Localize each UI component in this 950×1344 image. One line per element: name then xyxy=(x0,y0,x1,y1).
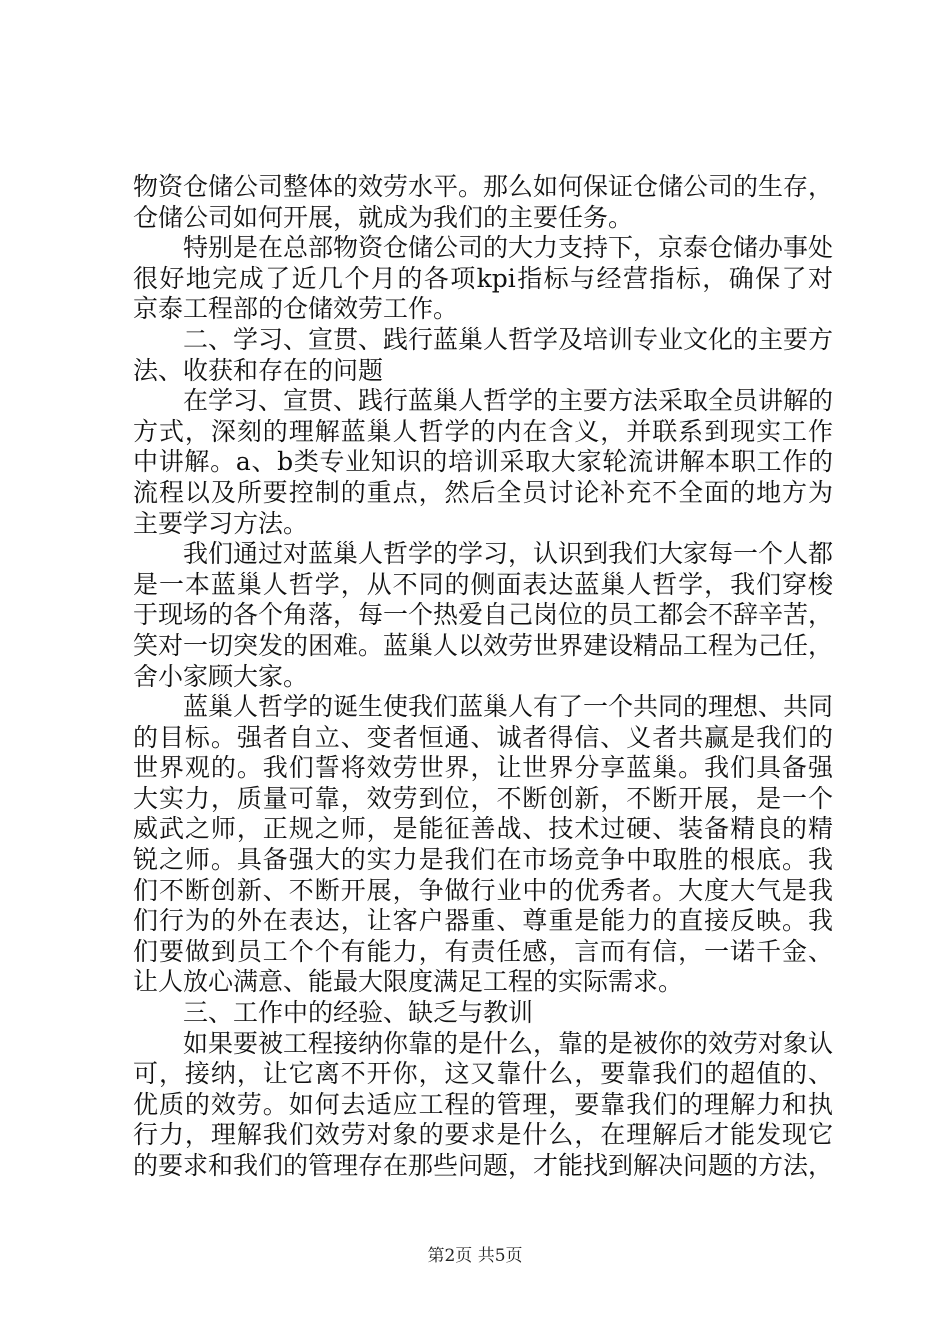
text-line: 锐之师。具备强大的实力是我们在市场竞争中取胜的根底。我 xyxy=(133,845,833,875)
text-line: 主要学习方法。 xyxy=(133,508,309,538)
text-line: 行力，理解我们效劳对象的要求是什么，在理解后才能发现它 xyxy=(133,1120,833,1150)
text-line: 流程以及所要控制的重点，然后全员讨论补充不全面的地方为 xyxy=(133,477,833,507)
text-line: 物资仓储公司整体的效劳水平。那么如何保证仓储公司的生存， xyxy=(133,172,834,201)
text-line: 特别是在总部物资仓储公司的大力支持下，京泰仓储办事处 xyxy=(133,233,834,263)
text-line: 笑对一切突发的困难。蓝巢人以效劳世界建设精品工程为己任， xyxy=(133,630,834,660)
text-line: 们不断创新、不断开展，争做行业中的优秀者。大度大气是我 xyxy=(133,875,833,905)
text-line: 如果要被工程接纳你靠的是什么，靠的是被你的效劳对象认 xyxy=(133,1028,834,1058)
text-line: 方式，深刻的理解蓝巢人哲学的内在含义，并联系到现实工作 xyxy=(133,416,833,446)
text-line: 的目标。强者自立、变者恒通、诚者得信、义者共赢是我们的 xyxy=(133,722,833,752)
text-line: 们行为的外在表达，让客户器重、尊重是能力的直接反映。我 xyxy=(133,906,833,936)
text-line: 于现场的各个角落，每一个热爱自己岗位的员工都会不辞辛苦， xyxy=(133,600,834,630)
text-line: 优质的效劳。如何去适应工程的管理，要靠我们的理解力和执 xyxy=(133,1089,833,1119)
text-line: 京泰工程部的仓储效劳工作。 xyxy=(133,294,459,324)
text-line: 舍小家顾大家。 xyxy=(133,661,309,691)
text-line: 们要做到员工个个有能力，有责任感，言而有信，一诺千金、 xyxy=(133,936,833,966)
text-line: 威武之师，正规之师，是能征善战、技术过硬、装备精良的精 xyxy=(133,814,833,844)
section-heading-line: 三、工作中的经验、缺乏与教训 xyxy=(133,998,534,1028)
section-heading-line: 法、收获和存在的问题 xyxy=(133,355,384,385)
section-heading-line: 二、学习、宣贯、践行蓝巢人哲学及培训专业文化的主要方 xyxy=(133,324,834,354)
text-line: 是一本蓝巢人哲学，从不同的侧面表达蓝巢人哲学，我们穿梭 xyxy=(133,569,833,599)
text-line: 世界观的。我们誓将效劳世界，让世界分享蓝巢。我们具备强 xyxy=(133,753,833,783)
text-line: 的要求和我们的管理存在那些问题，才能找到解决问题的方法， xyxy=(133,1151,834,1180)
text-line: 我们通过对蓝巢人哲学的学习，认识到我们大家每一个人都 xyxy=(133,539,834,569)
text-line: 蓝巢人哲学的诞生使我们蓝巢人有了一个共同的理想、共同 xyxy=(133,692,834,722)
text-line: 可，接纳，让它离不开你，这又靠什么，要靠我们的超值的、 xyxy=(133,1059,833,1089)
text-line: 在学习、宣贯、践行蓝巢人哲学的主要方法采取全员讲解的 xyxy=(133,386,834,416)
page-number-footer: 第2页 共5页 xyxy=(427,1246,523,1266)
text-line: 很好地完成了近几个月的各项kpi指标与经营指标，确保了对 xyxy=(133,263,833,293)
text-line: 让人放心满意、能最大限度满足工程的实际需求。 xyxy=(133,967,684,997)
text-line: 大实力，质量可靠，效劳到位，不断创新，不断开展，是一个 xyxy=(133,783,833,813)
text-line: 中讲解。a、b类专业知识的培训采取大家轮流讲解本职工作的 xyxy=(133,447,833,477)
document-body xyxy=(133,172,833,1182)
text-line: 仓储公司如何开展，就成为我们的主要任务。 xyxy=(133,202,634,232)
